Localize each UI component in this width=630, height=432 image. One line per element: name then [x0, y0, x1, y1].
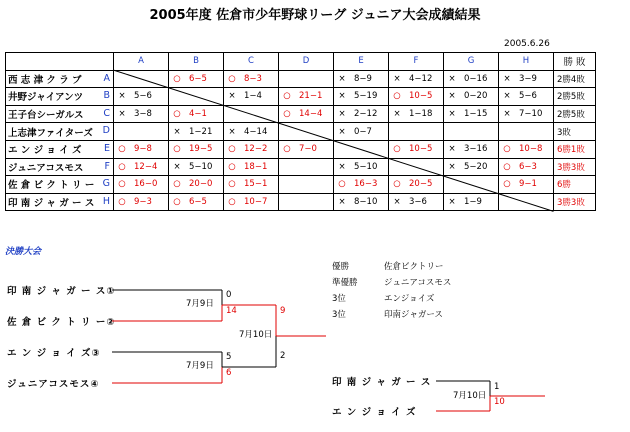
loss-mark-icon: × — [338, 109, 346, 120]
score: 5−6 — [134, 91, 152, 102]
rank-label-1: 優勝 — [332, 262, 350, 272]
score: 9−3 — [134, 197, 152, 208]
score: 4−12 — [409, 73, 433, 84]
loss-mark-icon: × — [118, 109, 126, 120]
win-mark-icon: ○ — [228, 161, 236, 172]
score: 5−10 — [189, 161, 213, 172]
team-label: 井野ジャイアンツ — [8, 92, 84, 104]
score: 1−4 — [244, 91, 262, 102]
win-mark-icon: ○ — [228, 179, 236, 190]
team-record: 2勝4敗 — [554, 70, 596, 88]
team-label: 王子台シーガルス — [8, 110, 84, 122]
score: 1−18 — [409, 109, 433, 120]
team-label: エ ン ジ ョ イ ズ — [8, 145, 82, 157]
win-mark-icon: ○ — [118, 144, 126, 155]
score: 4−1 — [189, 109, 207, 120]
rank-team-2: ジュニアコスモス — [384, 278, 452, 288]
win-mark-icon: ○ — [228, 197, 236, 208]
third-score-bottom: 10 — [494, 397, 505, 407]
win-mark-icon: ○ — [393, 91, 401, 102]
team-label: 佐 倉 ビ ク ト リ ー — [8, 180, 95, 192]
rank-label-4: 3位 — [332, 310, 346, 320]
score: 16−0 — [134, 179, 158, 190]
third-team-1: 印 南 ジ ャ ガ ー ス — [332, 377, 432, 388]
loss-mark-icon: × — [503, 109, 511, 120]
loss-mark-icon: × — [173, 126, 181, 137]
rank-team-3: エンジョイズ — [384, 294, 435, 304]
loss-mark-icon: × — [338, 197, 346, 208]
bracket-team-3: エ ン ジ ョ イ ズ③ — [7, 348, 101, 359]
team-key: A — [103, 72, 110, 84]
team-key: E — [103, 142, 110, 154]
win-mark-icon: ○ — [283, 144, 291, 155]
final-score-bottom: 2 — [280, 351, 286, 361]
bracket-team-1: 印 南 ジ ャ ガ ー ス① — [7, 286, 116, 297]
score: 10−8 — [519, 144, 543, 155]
bracket-team-4: ジュニアコスモス④ — [7, 379, 100, 390]
win-mark-icon: ○ — [228, 144, 236, 155]
rank-label-2: 準優勝 — [332, 278, 358, 288]
win-mark-icon: ○ — [503, 144, 511, 155]
bracket-team-2: 佐 倉 ビ ク ト リ ー② — [7, 317, 116, 328]
team-record: 3敗 — [554, 123, 596, 141]
score: 6−5 — [189, 73, 207, 84]
third-score-top: 1 — [494, 382, 500, 392]
score: 7−0 — [299, 144, 317, 155]
team-record: 2勝5敗 — [554, 105, 596, 123]
loss-mark-icon: × — [338, 73, 346, 84]
win-mark-icon: ○ — [118, 179, 126, 190]
column-header: B — [169, 53, 224, 71]
column-header: C — [224, 53, 279, 71]
win-mark-icon: ○ — [228, 73, 236, 84]
loss-mark-icon: × — [338, 91, 346, 102]
score: 6−5 — [189, 197, 207, 208]
score: 8−10 — [354, 197, 378, 208]
score: 21−1 — [299, 91, 323, 102]
loss-mark-icon: × — [228, 91, 236, 102]
final-score-top: 9 — [280, 306, 286, 316]
semi2-score-top: 5 — [226, 352, 232, 362]
score: 0−16 — [464, 73, 488, 84]
win-mark-icon: ○ — [173, 197, 181, 208]
win-mark-icon: ○ — [283, 91, 291, 102]
score: 1−9 — [464, 197, 482, 208]
loss-mark-icon: × — [393, 197, 401, 208]
win-mark-icon: ○ — [173, 109, 181, 120]
score: 1−21 — [189, 126, 213, 137]
column-header: H — [499, 53, 554, 71]
win-mark-icon: ○ — [338, 179, 346, 190]
page-title: 2005年度 佐倉市少年野球リーグ ジュニア大会成績結果 — [149, 8, 481, 23]
score: 6−3 — [519, 161, 537, 172]
win-mark-icon: ○ — [173, 144, 181, 155]
loss-mark-icon: × — [503, 73, 511, 84]
semi1-score-top: 0 — [226, 290, 232, 300]
score: 15−1 — [244, 179, 268, 190]
loss-mark-icon: × — [118, 91, 126, 102]
column-header: A — [114, 53, 169, 71]
loss-mark-icon: × — [338, 161, 346, 172]
rank-team-1: 佐倉ビクトリー — [384, 262, 444, 272]
team-record: 3勝3敗 — [554, 193, 596, 211]
team-key: F — [104, 160, 110, 172]
column-header: E — [334, 53, 389, 71]
win-mark-icon: ○ — [393, 179, 401, 190]
win-mark-icon: ○ — [173, 73, 181, 84]
loss-mark-icon: × — [173, 161, 181, 172]
loss-mark-icon: × — [448, 109, 456, 120]
score: 10−5 — [409, 91, 433, 102]
semi1-score-bottom: 14 — [226, 306, 237, 316]
score: 5−19 — [354, 91, 378, 102]
score: 3−6 — [409, 197, 427, 208]
semi2-score-bottom: 6 — [226, 368, 232, 378]
score: 5−10 — [354, 161, 378, 172]
team-key: C — [103, 107, 110, 119]
final-date: 7月10日 — [239, 330, 273, 340]
score: 14−4 — [299, 109, 323, 120]
tournament-label: 決勝大会 — [5, 247, 42, 257]
team-label: 印 南 ジ ャ ガ ー ス — [8, 198, 95, 210]
column-header: D — [279, 53, 334, 71]
score: 4−14 — [244, 126, 268, 137]
report-date: 2005.6.26 — [504, 39, 550, 49]
win-mark-icon: ○ — [503, 161, 511, 172]
score: 20−5 — [409, 179, 433, 190]
win-mark-icon: ○ — [503, 179, 511, 190]
win-mark-icon: ○ — [393, 144, 401, 155]
rank-label-3: 3位 — [332, 294, 346, 304]
column-header: G — [444, 53, 499, 71]
team-label: 西 志 津 ク ラ ブ — [8, 74, 82, 86]
score: 3−16 — [464, 144, 488, 155]
score: 5−20 — [464, 161, 488, 172]
team-label: ジュニアコスモス — [8, 162, 84, 174]
loss-mark-icon: × — [228, 126, 236, 137]
team-key: B — [103, 90, 110, 102]
third-team-2: エ ン ジ ョ イ ズ — [332, 407, 417, 418]
loss-mark-icon: × — [448, 73, 456, 84]
loss-mark-icon: × — [448, 197, 456, 208]
score: 8−3 — [244, 73, 262, 84]
team-key: D — [102, 125, 110, 137]
win-mark-icon: ○ — [118, 197, 126, 208]
score: 0−7 — [354, 126, 372, 137]
record-header: 勝 敗 — [554, 53, 596, 71]
score: 8−9 — [354, 73, 372, 84]
team-key: H — [102, 195, 110, 207]
win-mark-icon: ○ — [173, 179, 181, 190]
semi2-date: 7月9日 — [186, 361, 214, 371]
team-key: G — [102, 178, 110, 190]
score: 3−9 — [519, 73, 537, 84]
loss-mark-icon: × — [448, 91, 456, 102]
score: 12−2 — [244, 144, 268, 155]
semi1-date: 7月9日 — [186, 299, 214, 309]
score: 5−6 — [519, 91, 537, 102]
loss-mark-icon: × — [448, 144, 456, 155]
score: 0−20 — [464, 91, 488, 102]
loss-mark-icon: × — [338, 126, 346, 137]
loss-mark-icon: × — [448, 161, 456, 172]
score: 7−10 — [519, 109, 543, 120]
loss-mark-icon: × — [393, 109, 401, 120]
win-mark-icon: ○ — [118, 161, 126, 172]
rank-team-4: 印南ジャガース — [384, 310, 443, 320]
score: 3−8 — [134, 109, 152, 120]
score: 18−1 — [244, 161, 268, 172]
win-mark-icon: ○ — [283, 109, 291, 120]
score: 9−8 — [134, 144, 152, 155]
team-record: 6勝 — [554, 176, 596, 194]
third-date: 7月10日 — [453, 391, 487, 401]
score: 1−15 — [464, 109, 488, 120]
score: 16−3 — [354, 179, 378, 190]
score: 10−5 — [409, 144, 433, 155]
score: 9−1 — [519, 179, 537, 190]
loss-mark-icon: × — [503, 91, 511, 102]
loss-mark-icon: × — [393, 73, 401, 84]
team-record: 3勝3敗 — [554, 158, 596, 176]
score: 12−4 — [134, 161, 158, 172]
score: 2−12 — [354, 109, 378, 120]
team-record: 2勝5敗 — [554, 88, 596, 106]
team-record: 6勝1敗 — [554, 140, 596, 158]
team-label: 上志津ファイターズ — [8, 127, 93, 139]
score: 10−7 — [244, 197, 268, 208]
score: 20−0 — [189, 179, 213, 190]
column-header: F — [389, 53, 444, 71]
score: 19−5 — [189, 144, 213, 155]
